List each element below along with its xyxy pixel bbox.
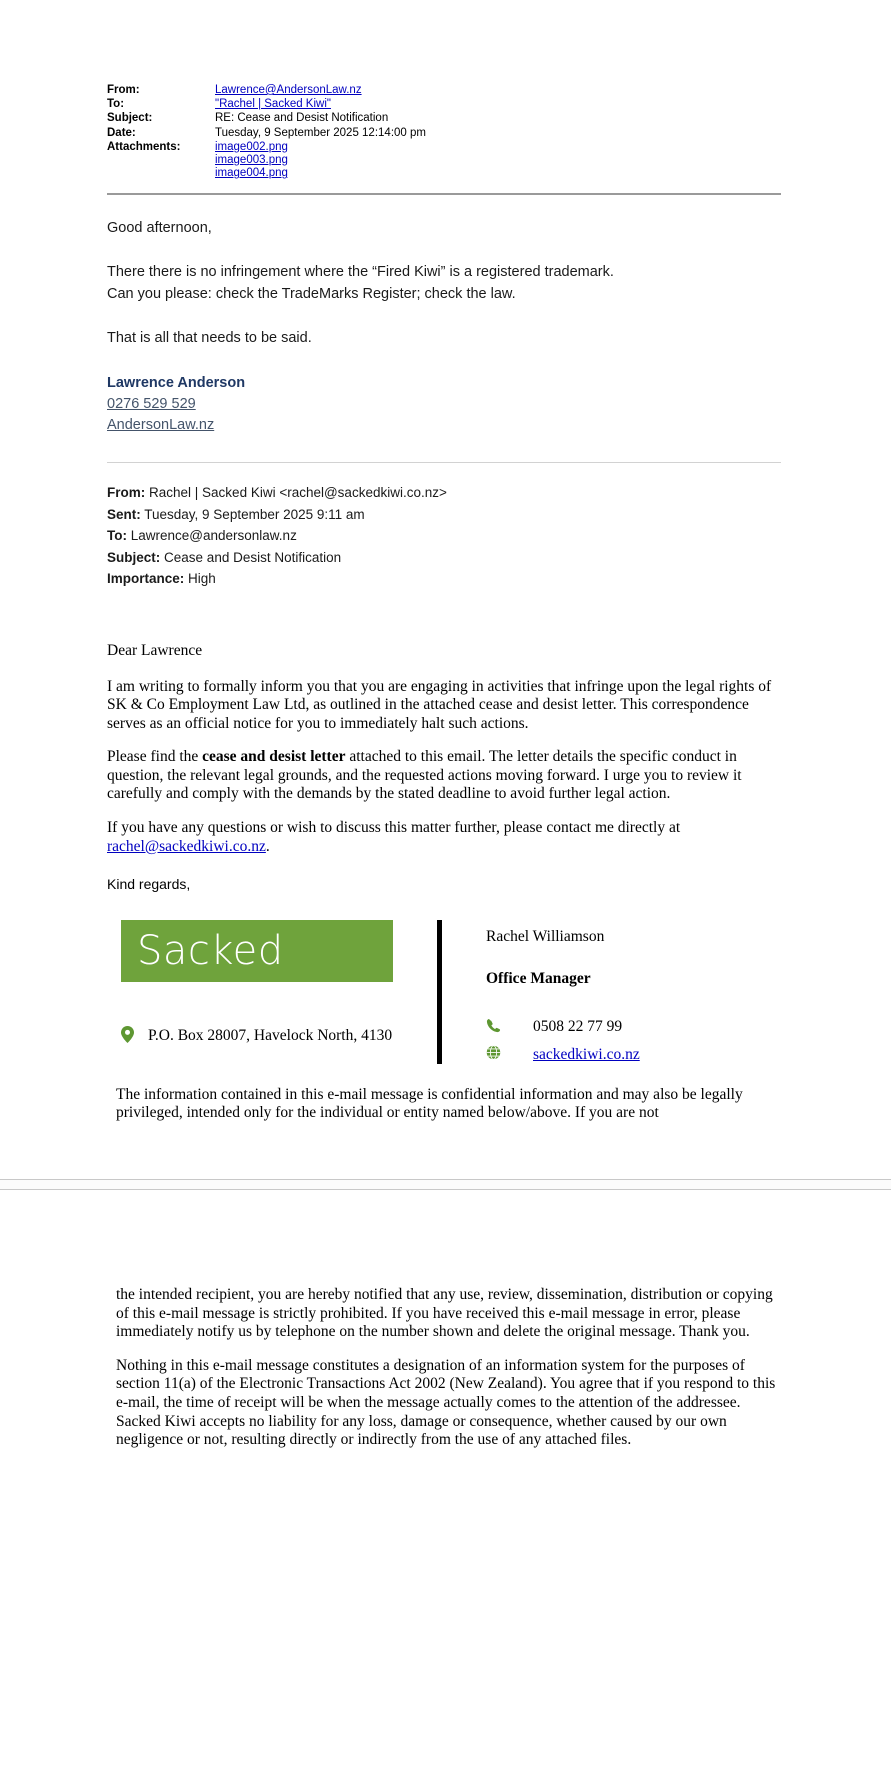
quoted-message-header [107, 482, 781, 590]
quoted-sent-value: Tuesday, 9 September 2025 9:11 am [144, 506, 365, 522]
header-row-attachments [107, 141, 426, 182]
header-divider [107, 193, 781, 195]
header-value-to [215, 98, 426, 112]
to-recipient-link[interactable]: "Rachel | Sacked Kiwi" [215, 98, 331, 111]
header-row-to [107, 98, 426, 112]
email-document [0, 84, 891, 1786]
quoted-paragraph-1: I am writing to formally inform you that you are engaging in activities that infringe upon the legal rights of SK & Co Employment Law Ltd, as outlined in the attached cease and desist letter. This correspondence serves as an official notice for you to immediately halt such actions. [107, 677, 772, 732]
map-pin-icon [121, 1026, 134, 1047]
attachment-item[interactable] [215, 167, 426, 180]
attachment-link-1[interactable]: image002.png [215, 140, 288, 153]
quoted-from-label: From: [107, 485, 146, 501]
quoted-paragraph-2-bold: cease and desist letter [202, 748, 346, 766]
attachment-link-2[interactable]: image003.png [215, 154, 288, 167]
quoted-message-body [107, 642, 781, 894]
signature-person-name: Rachel Williamson [486, 927, 605, 945]
quoted-paragraph-2-pre: Please find the [107, 748, 203, 766]
page-one-content [0, 84, 891, 1123]
reply-paragraph-2: That is all that needs to be said. [107, 330, 312, 347]
attachment-item[interactable] [215, 141, 426, 154]
quoted-importance-line [107, 568, 781, 590]
sacked-logo [121, 920, 393, 982]
header-row-date [107, 127, 426, 141]
quoted-to-value: Lawrence@andersonlaw.nz [130, 528, 297, 544]
sacked-logo-text: Sacked [137, 927, 284, 974]
quoted-paragraph-2-post: attached to this email. The letter details the specific conduct in question, the relevant legal grounds, and the requested actions moving forward. I urge you to review it carefully and comply with the demands by the stated deadline to avoid further legal action. [107, 748, 742, 803]
disclaimer-paragraph-3: Nothing in this e-mail message constitutes a designation of an information system for the purposes of section 11(a) of the Electronic Transactions Act 2002 (New Zealand). You agree that if you respond to this e-mail, the time of receipt will be when the message actually comes to the attention of the addressee. Sacked Kiwi accepts no liability for any loss, damage or consequence, whether caused by our own negligence or not, resulting directly or indirectly from the use of any attached files. [116, 1356, 776, 1449]
quoted-contact-email-link[interactable]: rachel@sackedkiwi.co.nz [107, 837, 266, 855]
quoted-closing: Kind regards, [107, 876, 191, 893]
header-label-subject: Subject: [107, 112, 153, 125]
from-address-link[interactable]: Lawrence@AndersonLaw.nz [215, 84, 362, 96]
phone-icon [486, 1018, 501, 1037]
quoted-paragraph-3-pre: If you have any questions or wish to discuss this matter further, please contact me directly at [107, 819, 681, 837]
quoted-to-line [107, 525, 781, 547]
reply-paragraph-1-line-1: There there is no infringement where the “Fired Kiwi” is a registered trademark. [107, 264, 614, 281]
quoted-from-line [107, 482, 781, 504]
header-label-attachments: Attachments: [107, 140, 181, 153]
attachment-item[interactable] [215, 154, 426, 167]
signature-person-title: Office Manager [486, 969, 591, 987]
reply-signature-phone[interactable]: 0276 529 529 [107, 396, 196, 413]
quoted-from-value: Rachel | Sacked Kiwi <rachel@sackedkiwi.co.nz> [149, 485, 447, 501]
quoted-subject-value: Cease and Desist Notification [164, 549, 342, 565]
quoted-paragraph-3 [107, 819, 781, 856]
attachment-list [215, 141, 426, 182]
quoted-subject-line [107, 547, 781, 569]
postal-address: P.O. Box 28007, Havelock North, 4130 [148, 1027, 393, 1045]
page-break-separator [0, 1179, 891, 1190]
signature-card-right [442, 920, 640, 1064]
header-row-subject [107, 112, 426, 126]
quoted-importance-label: Importance: [107, 571, 185, 587]
header-label-to: To: [107, 98, 125, 111]
signature-card-left [107, 920, 437, 1064]
attachment-link-3[interactable]: image004.png [215, 167, 288, 180]
header-label-from: From: [107, 84, 140, 96]
quoted-paragraph-3-post: . [265, 837, 270, 855]
reply-message-body [107, 217, 781, 436]
website-row [486, 1045, 640, 1064]
page-two-content [0, 1190, 891, 1450]
reply-paragraph-1 [107, 261, 781, 305]
phone-row [486, 1018, 640, 1037]
header-row-from [107, 84, 426, 98]
reply-paragraph-1-line-2: Can you please: check the TradeMarks Register; check the law. [107, 286, 516, 303]
quoted-to-label: To: [107, 528, 127, 544]
reply-greeting: Good afternoon, [107, 220, 212, 237]
quoted-sent-label: Sent: [107, 506, 141, 522]
disclaimer-paragraph-1: The information contained in this e-mail message is confidential information and may also be legally privileged, intended only for the individual or entity named below/above. If you are not [116, 1085, 743, 1122]
quoted-importance-value: High [188, 571, 216, 587]
address-row [121, 1026, 437, 1047]
disclaimer-part-one [107, 1086, 781, 1123]
globe-icon [486, 1045, 501, 1064]
disclaimer-part-two [116, 1286, 781, 1450]
reply-signature-website[interactable]: AndersonLaw.nz [107, 417, 215, 434]
reply-signature [107, 373, 781, 436]
quoted-paragraph-2 [107, 748, 781, 804]
header-value-from [215, 84, 426, 98]
reply-signature-name: Lawrence Anderson [107, 375, 246, 392]
quote-divider [107, 462, 781, 463]
disclaimer-paragraph-2: the intended recipient, you are hereby notified that any use, review, dissemination, distribution or copying of this e-mail message is strictly prohibited. If you have received this e-mail message in error, please immediately notify us by telephone on the number shown and delete the original message. Thank you. [116, 1286, 773, 1341]
header-value-subject: RE: Cease and Desist Notification [215, 112, 389, 125]
email-header-fields [107, 84, 426, 181]
sender-signature-card [107, 920, 781, 1064]
header-value-date: Tuesday, 9 September 2025 12:14:00 pm [215, 126, 426, 139]
quoted-salutation: Dear Lawrence [107, 641, 203, 659]
signature-website-link[interactable]: sackedkiwi.co.nz [533, 1045, 640, 1063]
signature-phone: 0508 22 77 99 [533, 1018, 623, 1036]
quoted-sent-line [107, 504, 781, 526]
header-label-date: Date: [107, 126, 136, 139]
quoted-subject-label: Subject: [107, 549, 161, 565]
